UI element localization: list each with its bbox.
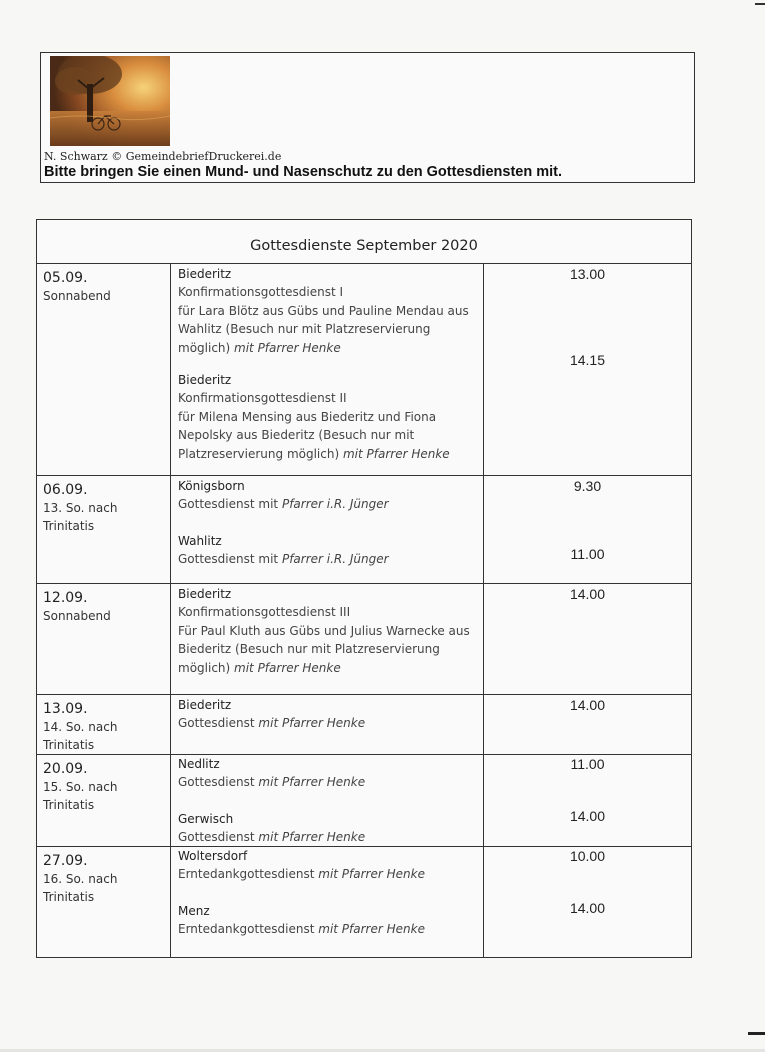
service-date: 13.09. <box>43 701 88 717</box>
service-time: 10.00 <box>569 848 606 864</box>
date-cell <box>37 847 171 957</box>
event-pastor: mit Pfarrer Henke <box>258 775 366 790</box>
table-row <box>37 264 691 476</box>
date-cell <box>37 476 171 583</box>
service-day: Sonnabend <box>43 609 111 623</box>
service-date: 27.09. <box>43 853 88 869</box>
event-entry <box>178 585 478 677</box>
service-time: 9.30 <box>573 478 602 494</box>
event-cell <box>171 584 484 694</box>
event-place: Königsborn <box>178 479 245 493</box>
event-service <box>178 865 478 883</box>
event-place: Biederitz <box>178 267 232 281</box>
service-time: 14.00 <box>569 697 606 713</box>
date-cell <box>37 584 171 694</box>
event-service <box>178 550 478 568</box>
event-place: Menz <box>178 904 210 918</box>
service-time: 14.00 <box>569 586 606 602</box>
service-day: 15. So. nach Trinitatis <box>43 780 118 812</box>
schedule-title: Gottesdienste September 2020 <box>37 220 691 264</box>
event-note <box>178 408 478 463</box>
event-note <box>178 622 478 677</box>
event-place: Wahlitz <box>178 534 222 548</box>
event-pastor: Pfarrer i.R. Jünger <box>281 497 389 512</box>
table-row <box>37 695 691 755</box>
event-cell <box>171 476 484 583</box>
event-pastor: mit Pfarrer Henke <box>234 340 341 355</box>
event-service-text: Gottesdienst <box>178 775 255 790</box>
service-day: 14. So. nach Trinitatis <box>43 720 118 752</box>
event-place: Gerwisch <box>178 812 234 826</box>
event-cell <box>171 755 484 846</box>
event-place: Biederitz <box>178 587 232 601</box>
event-pastor: mit Pfarrer Henke <box>258 716 366 731</box>
event-service <box>178 920 478 938</box>
photo-credit: N. Schwarz © GemeindebriefDruckerei.de <box>44 150 282 163</box>
header-box <box>40 52 695 183</box>
event-service <box>178 828 478 846</box>
event-entry <box>178 847 478 884</box>
date-cell <box>37 264 171 475</box>
service-time: 11.00 <box>570 546 605 562</box>
table-row <box>37 584 691 695</box>
event-note-text: Für Paul Kluth aus Gübs und Julius Warnecke aus Biederitz (Besuch nur mit Platzreservierung möglich) <box>178 623 470 675</box>
time-cell <box>484 264 691 475</box>
event-entry <box>178 902 478 939</box>
time-cell <box>484 695 691 754</box>
event-pastor: mit Pfarrer Henke <box>234 660 341 675</box>
service-date: 06.09. <box>43 482 88 498</box>
event-pastor: mit Pfarrer Henke <box>318 867 425 882</box>
table-row <box>37 476 691 584</box>
event-service: Konfirmationsgottesdienst III <box>178 605 351 620</box>
event-service: Konfirmationsgottesdienst II <box>178 391 347 406</box>
mask-notice: Bitte bringen Sie einen Mund- und Nasenschutz zu den Gottesdiensten mit. <box>44 164 563 180</box>
event-entry <box>178 265 478 357</box>
event-pastor: Pfarrer i.R. Jünger <box>281 552 389 567</box>
service-date: 20.09. <box>43 761 88 777</box>
event-note <box>178 302 478 357</box>
service-time: 14.15 <box>569 352 606 368</box>
service-time: 14.00 <box>569 808 606 824</box>
event-place: Nedlitz <box>178 757 220 771</box>
service-time: 14.00 <box>569 900 606 916</box>
date-cell <box>37 755 171 846</box>
event-place: Biederitz <box>178 373 232 387</box>
event-entry <box>178 755 478 792</box>
service-time: 13.00 <box>569 266 606 282</box>
table-row <box>37 755 691 847</box>
scan-edge-mark <box>748 1032 765 1035</box>
event-pastor: mit Pfarrer Henke <box>318 922 425 937</box>
event-entry <box>178 477 478 514</box>
service-date: 05.09. <box>43 270 88 286</box>
event-place: Biederitz <box>178 698 232 712</box>
event-service-text: Erntedankgottesdienst <box>178 922 315 937</box>
service-time: 11.00 <box>570 756 605 772</box>
service-schedule-table <box>36 219 692 958</box>
event-service-text: Gottesdienst mit <box>178 497 279 512</box>
event-cell <box>171 847 484 957</box>
event-cell <box>171 264 484 475</box>
time-cell <box>484 584 691 694</box>
event-pastor: mit Pfarrer Henke <box>258 830 366 845</box>
event-service <box>178 714 478 732</box>
service-day: 16. So. nach Trinitatis <box>43 872 118 904</box>
event-entry <box>178 532 478 569</box>
time-cell <box>484 476 691 583</box>
event-note-text: für Lara Blötz aus Gübs und Pauline Mendau aus Wahlitz (Besuch nur mit Platzreservierung möglich) <box>178 303 469 355</box>
event-service-text: Gottesdienst <box>178 830 255 845</box>
date-cell <box>37 695 171 754</box>
event-place: Woltersdorf <box>178 849 248 863</box>
time-cell <box>484 755 691 846</box>
event-service <box>178 773 478 791</box>
event-cell <box>171 695 484 754</box>
event-service-text: Erntedankgottesdienst <box>178 867 315 882</box>
event-service-text: Gottesdienst mit <box>178 552 279 567</box>
event-service: Konfirmationsgottesdienst I <box>178 285 344 300</box>
event-entry <box>178 810 478 847</box>
event-service-text: Gottesdienst <box>178 716 255 731</box>
autumn-tree-bicycle-photo <box>50 56 170 146</box>
event-service <box>178 495 478 513</box>
event-note-text: für Milena Mensing aus Biederitz und Fiona Nepolsky aus Biederitz (Besuch nur mit Platzreservierung möglich) <box>178 409 437 461</box>
table-row <box>37 847 691 957</box>
service-date: 12.09. <box>43 590 88 606</box>
service-day: 13. So. nach Trinitatis <box>43 501 118 533</box>
scan-edge-mark <box>755 3 765 5</box>
event-entry <box>178 696 478 733</box>
time-cell <box>484 847 691 957</box>
service-day: Sonnabend <box>43 289 111 303</box>
event-pastor: mit Pfarrer Henke <box>342 446 450 461</box>
event-entry <box>178 371 478 463</box>
